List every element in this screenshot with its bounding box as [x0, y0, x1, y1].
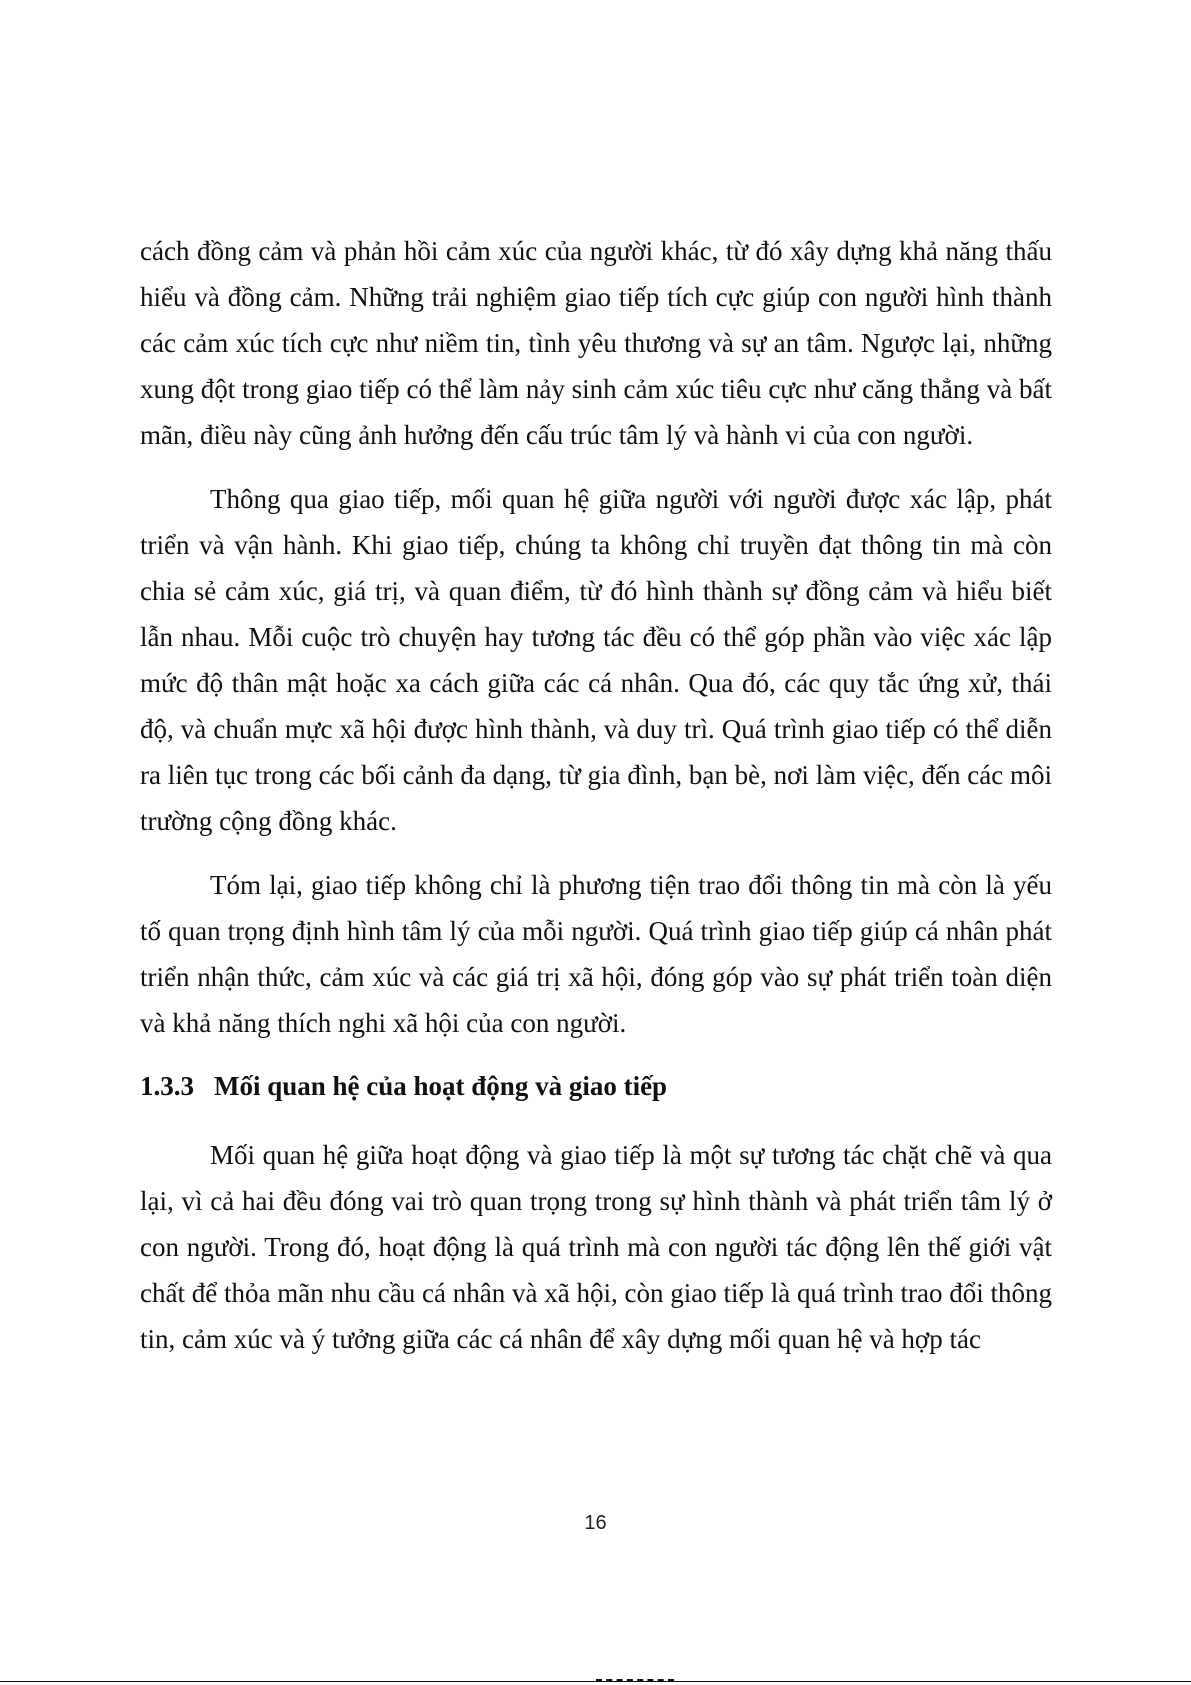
section-paragraph: Mối quan hệ giữa hoạt động và giao tiếp là một sự tương tác chặt chẽ và qua lại, vì cả hai đều đóng vai trò quan trọng trong sự hình thành và phát triển tâm lý ở con người. Trong đó, hoạt động là quá trình mà con người tác động lên thế giới vật chất để thỏa mãn nhu cầu cá nhân và xã hội, còn giao tiếp là quá trình trao đổi thông tin, cảm xúc và ý tưởng giữa các cá nhân để xây dựng mối quan hệ và hợp tác: [140, 1140, 1052, 1354]
footer-rule-dash: [596, 1679, 674, 1681]
section-title: Mối quan hệ của hoạt động và giao tiếp: [214, 1071, 668, 1101]
paragraph-communication-relations: Thông qua giao tiếp, mối quan hệ giữa người với người được xác lập, phát triển và vận hành. Khi giao tiếp, chúng ta không chỉ truyền đạt thông tin mà còn chia sẻ cảm xúc, giá trị, và quan điểm, từ đó hình thành sự đồng cảm và hiểu biết lẫn nhau. Mỗi cuộc trò chuyện hay tương tác đều có thể góp phần vào việc xác lập mức độ thân mật hoặc xa cách giữa các cá nhân. Qua đó, các quy tắc ứng xử, thái độ, và chuẩn mực xã hội được hình thành, và duy trì. Quá trình giao tiếp có thể diễn ra liên tục trong các bối cảnh đa dạng, từ gia đình, bạn bè, nơi làm việc, đến các môi trường cộng đồng khác.: [140, 484, 1052, 836]
footer-rule: [0, 1681, 1191, 1683]
section-number: 1.3.3: [140, 1071, 194, 1101]
paragraph-summary: Tóm lại, giao tiếp không chỉ là phương tiện trao đổi thông tin mà còn là yếu tố quan trọng định hình tâm lý của mỗi người. Quá trình giao tiếp giúp cá nhân phát triển nhận thức, cảm xúc và các giá trị xã hội, đóng góp vào sự phát triển toàn diện và khả năng thích nghi xã hội của con người.: [140, 870, 1052, 1038]
section-heading: [140, 1068, 1052, 1104]
page-content: [140, 228, 1052, 1380]
page-number: 16: [584, 1512, 607, 1534]
paragraph-continuation: cách đồng cảm và phản hồi cảm xúc của người khác, từ đó xây dựng khả năng thấu hiểu và đồng cảm. Những trải nghiệm giao tiếp tích cực giúp con người hình thành các cảm xúc tích cực như niềm tin, tình yêu thương và sự an tâm. Ngược lại, những xung đột trong giao tiếp có thể làm nảy sinh cảm xúc tiêu cực như căng thẳng và bất mãn, điều này cũng ảnh hưởng đến cấu trúc tâm lý và hành vi của con người.: [140, 236, 1052, 450]
